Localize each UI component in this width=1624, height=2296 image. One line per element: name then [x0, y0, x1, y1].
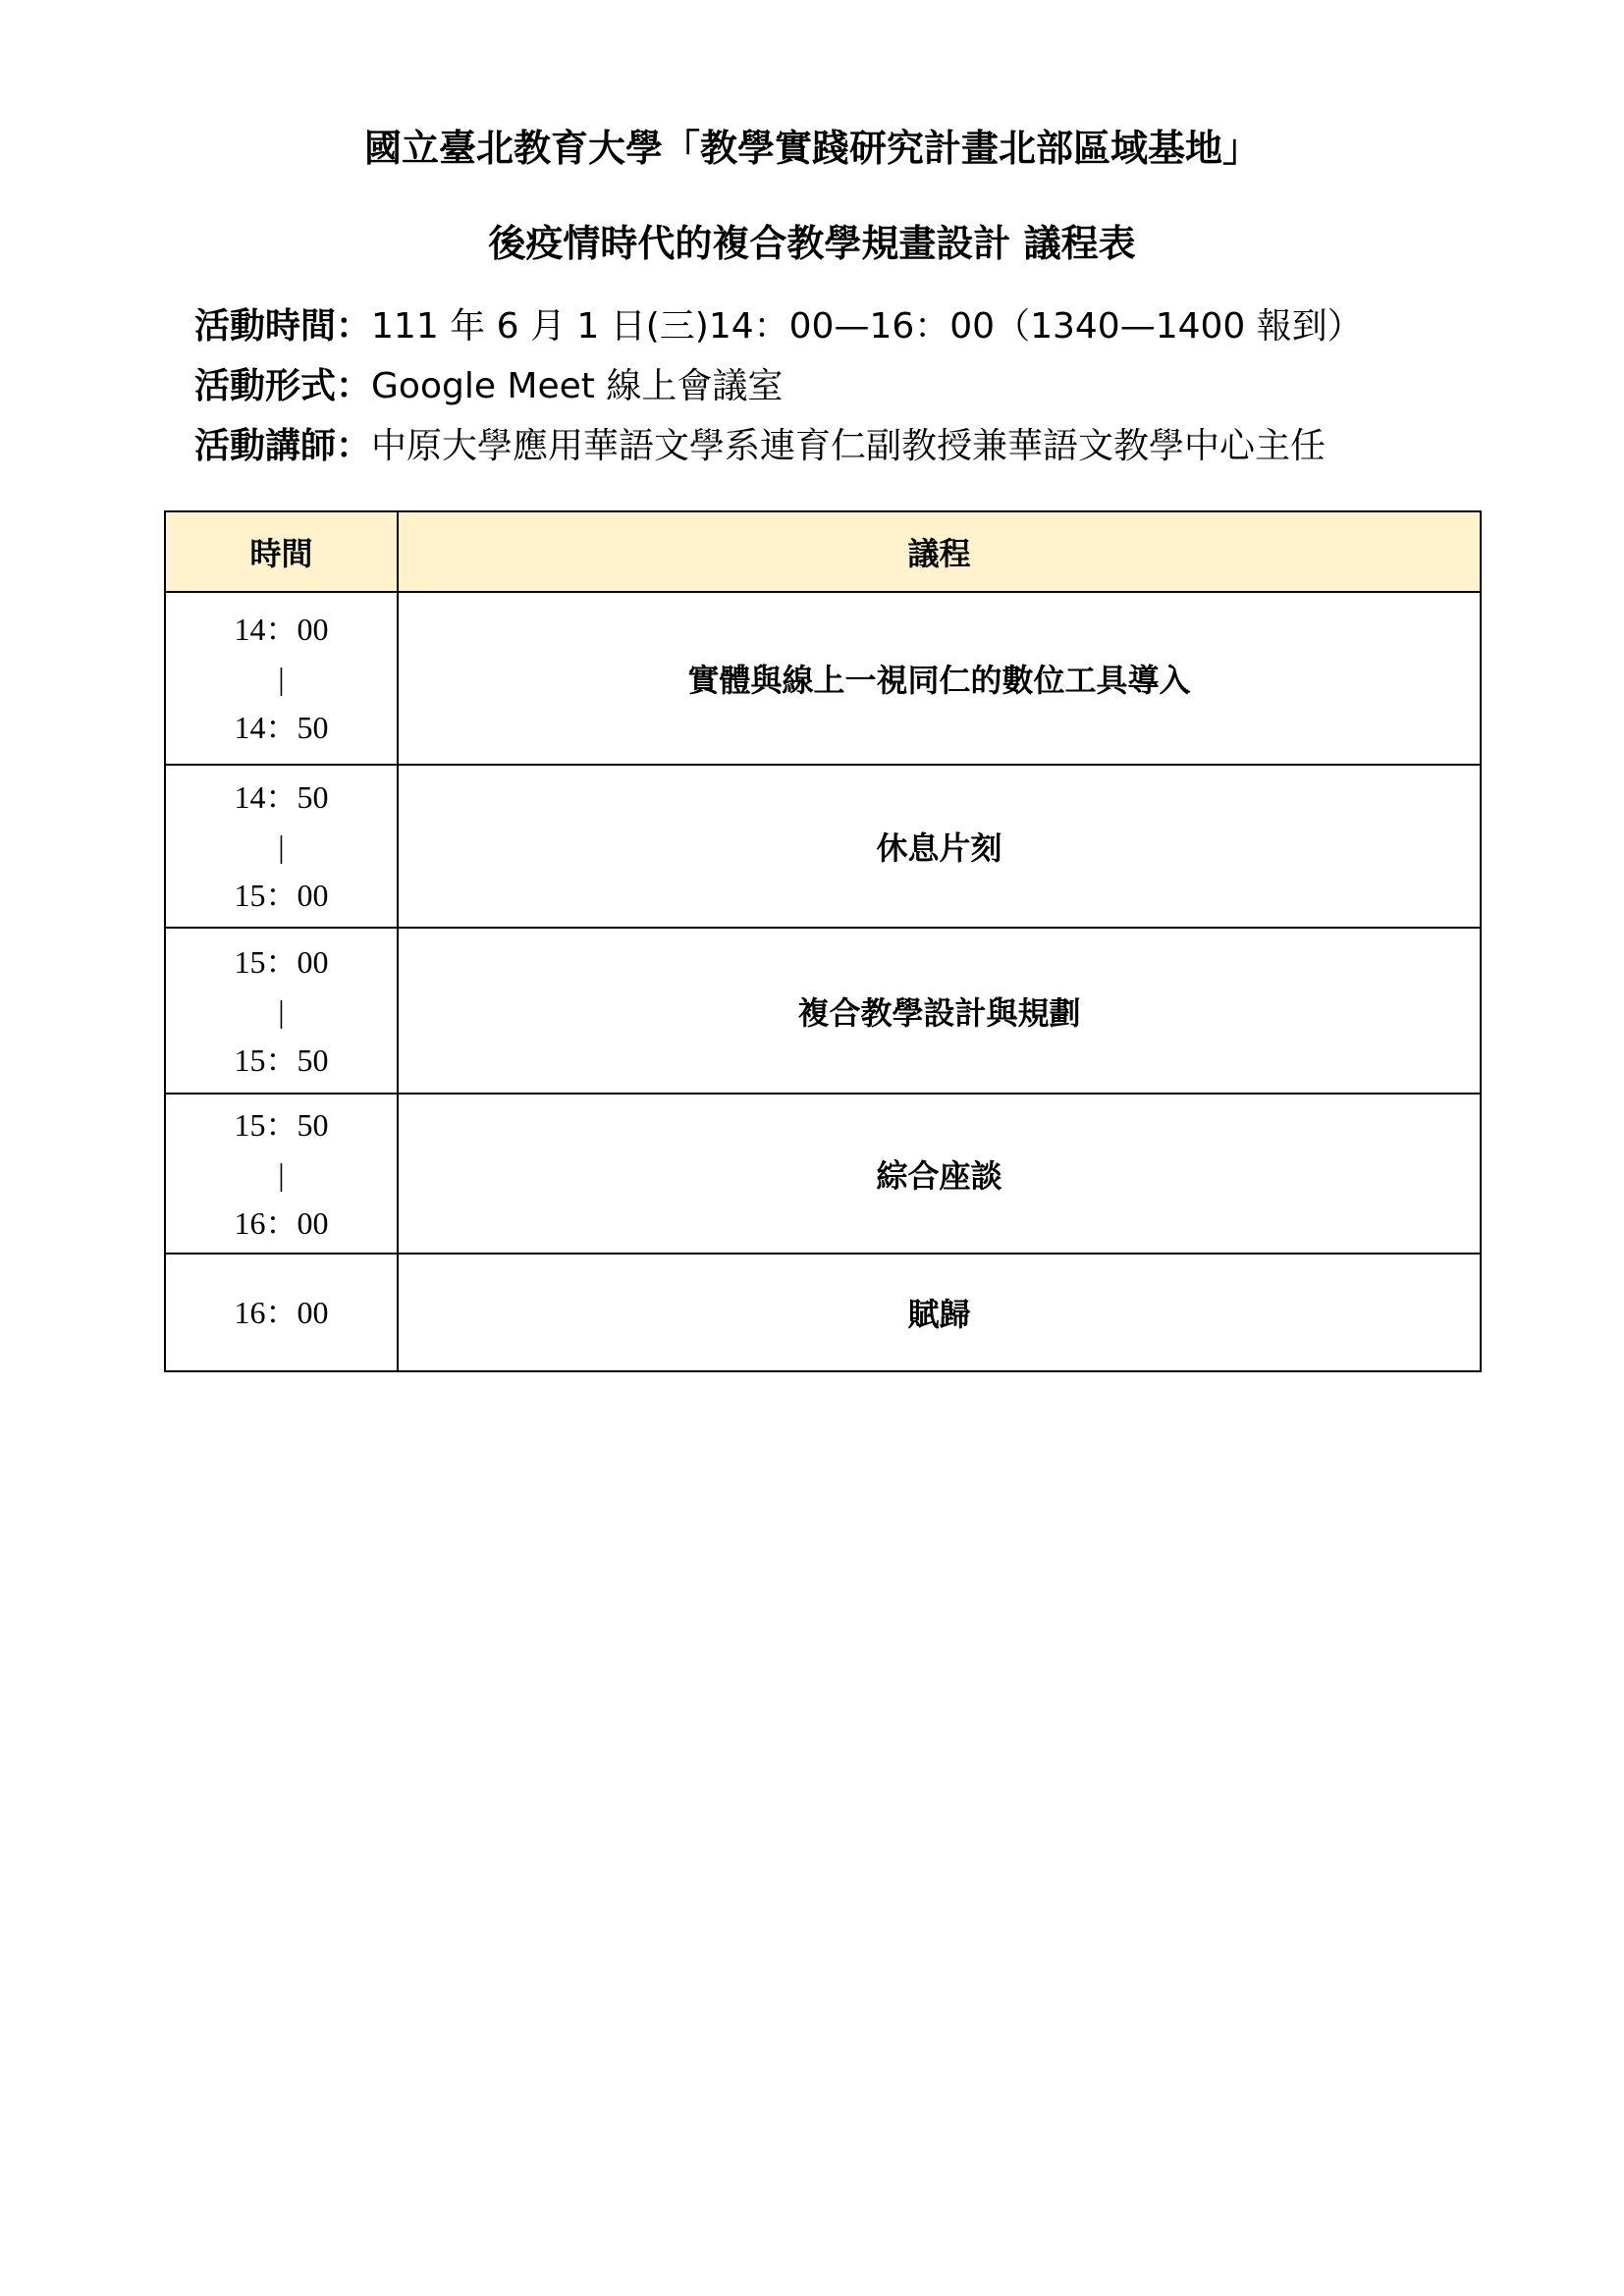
- time-separator: |: [278, 828, 285, 864]
- time-end: 14：50: [234, 710, 329, 745]
- table-row: [165, 765, 1481, 928]
- table-row: [165, 592, 1481, 765]
- table-row: [165, 1254, 1481, 1371]
- info-line-format: [194, 364, 783, 409]
- time-end: 15：50: [234, 1041, 329, 1078]
- time-separator: |: [278, 1155, 285, 1192]
- table-row: [165, 928, 1481, 1094]
- agenda-item: 綜合座談: [398, 1094, 1481, 1254]
- time-start: 14：50: [234, 779, 329, 815]
- document-subtitle: 後疫情時代的複合教學規畫設計 議程表: [488, 222, 1136, 265]
- info-label-time: 活動時間：: [194, 306, 372, 347]
- info-value-speaker: 中原大學應用華語文學系連育仁副教授兼華語文教學中心主任: [371, 426, 1326, 466]
- time-separator: |: [278, 661, 285, 696]
- agenda-item: 實體與線上一視同仁的數位工具導入: [398, 592, 1481, 765]
- header-time: 時間: [165, 511, 398, 592]
- info-value-time: 111 年 6 月 1 日(三)14：00—16：00（1340—1400 報到）: [371, 306, 1363, 347]
- time-start: 14：00: [234, 612, 329, 647]
- time-separator: |: [278, 992, 285, 1029]
- time-cell: [165, 1094, 398, 1254]
- info-line-speaker: [194, 424, 1326, 469]
- document-title: 國立臺北教育大學「教學實踐研究計畫北部區域基地」: [363, 127, 1260, 170]
- time-start: 15：00: [234, 943, 329, 980]
- agenda-item: 休息片刻: [398, 765, 1481, 928]
- time-end: 15：00: [234, 878, 329, 913]
- info-line-time: [194, 304, 1363, 349]
- header-agenda: 議程: [398, 511, 1481, 592]
- info-value-format: Google Meet 線上會議室: [371, 366, 784, 406]
- time-cell: [165, 592, 398, 765]
- agenda-item: 複合教學設計與規劃: [398, 928, 1481, 1094]
- agenda-item: 賦歸: [398, 1254, 1481, 1371]
- time-start: 16：00: [234, 1295, 329, 1330]
- info-label-speaker: 活動講師：: [194, 426, 372, 466]
- time-cell: [165, 928, 398, 1094]
- time-end: 16：00: [234, 1204, 329, 1241]
- time-cell: [165, 1254, 398, 1371]
- table-header-row: [165, 511, 1481, 592]
- time-cell: [165, 765, 398, 928]
- info-label-format: 活動形式：: [194, 366, 372, 406]
- time-start: 15：50: [234, 1106, 329, 1143]
- agenda-table: [164, 510, 1482, 1372]
- table-row: [165, 1094, 1481, 1254]
